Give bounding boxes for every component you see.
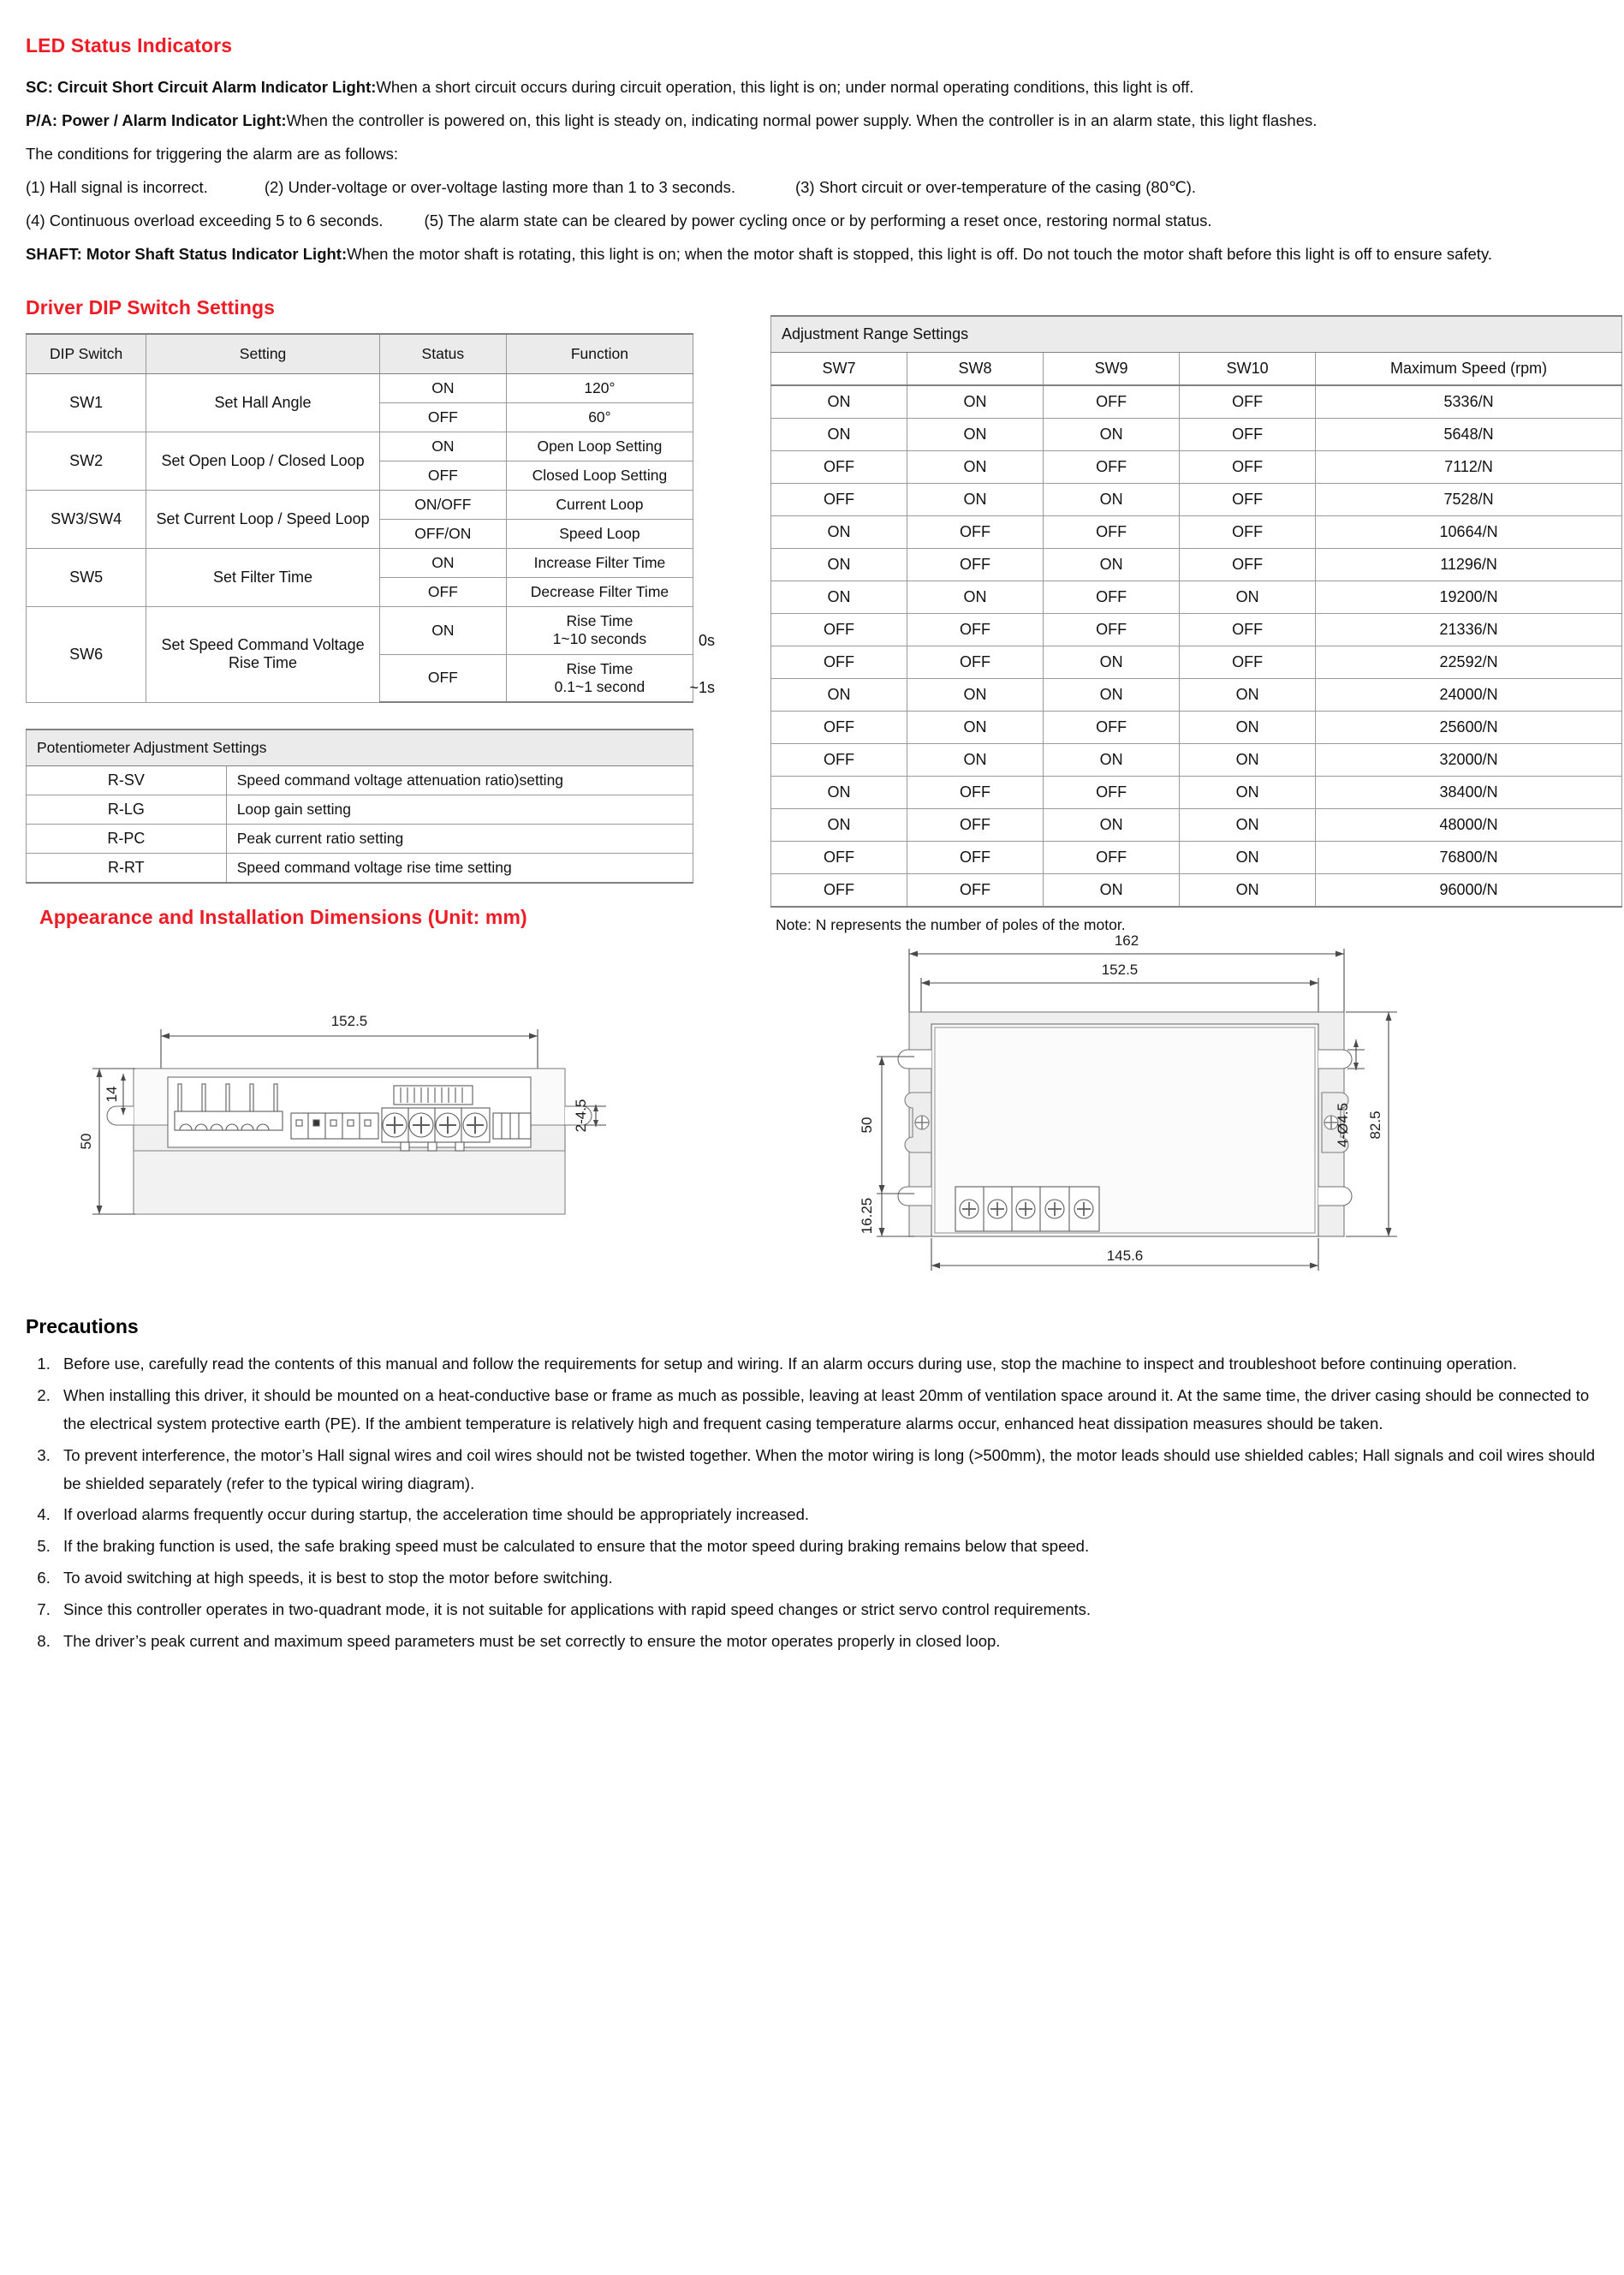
- adj-cell-sw10: ON: [1180, 776, 1316, 808]
- adj-cell-sw10: ON: [1180, 841, 1316, 873]
- adj-cell-sw9: ON: [1044, 678, 1180, 711]
- adj-cell-sw10: OFF: [1180, 646, 1316, 678]
- precaution-item: 7. Since this controller operates in two-quadrant mode, it is not suitable for applications with rapid speed changes or strict servo control requirements.: [55, 1596, 1600, 1624]
- table-row: [771, 450, 1622, 483]
- rise-time-line2: 1~10 seconds: [552, 630, 647, 648]
- precautions-heading: Precautions: [26, 1314, 139, 1337]
- dip-status: ON: [379, 432, 506, 461]
- adj-cell-sw9: OFF: [1044, 841, 1180, 873]
- adj-cell-sw9: ON: [1044, 743, 1180, 776]
- top-view-offset-label: 16.25: [859, 1197, 875, 1235]
- adj-header-sw8: SW8: [907, 352, 1044, 385]
- table-row: [771, 841, 1622, 873]
- table-row: [771, 743, 1622, 776]
- led-shaft-paragraph: [26, 241, 1600, 267]
- adj-cell-sw7: OFF: [771, 841, 907, 873]
- adj-cell-max-speed: 7528/N: [1316, 483, 1622, 515]
- side-view-slot-label: 2-4.5: [573, 1099, 589, 1133]
- table-row: [27, 854, 693, 884]
- alarm-condition-3: (3) Short circuit or over-temperature of the casing (80℃).: [794, 177, 1197, 196]
- adj-cell-sw8: ON: [907, 678, 1044, 711]
- top-view-height-label: 50: [859, 1117, 875, 1134]
- pot-label: R-PC: [27, 825, 227, 854]
- table-row: [27, 766, 693, 795]
- adj-cell-sw7: ON: [771, 548, 907, 581]
- adj-cell-sw9: OFF: [1044, 613, 1180, 646]
- dip-setting-desc: Set Hall Angle: [146, 373, 380, 432]
- adj-cell-sw7: ON: [771, 418, 907, 450]
- led-pa-text: When the controller is powered on, this light is steady on, indicating normal power supply. When the controller is in an alarm state, this light flashes.: [286, 110, 1318, 129]
- adj-cell-max-speed: 11296/N: [1316, 548, 1622, 581]
- dip-function: Decrease Filter Time: [506, 577, 693, 606]
- dip-setting-desc: Set Filter Time: [146, 548, 380, 606]
- precautions-section: [24, 1315, 1600, 1656]
- alarm-condition-1: (1) Hall signal is incorrect.: [26, 177, 208, 196]
- rise-time-overflow: 0s: [698, 631, 715, 649]
- led-shaft-text: When the motor shaft is rotating, this light is on; when the motor shaft is stopped, this light is off. Do not touch the motor shaft before this light is off to ensure safety.: [347, 244, 1492, 263]
- adj-cell-sw7: ON: [771, 581, 907, 613]
- adj-cell-sw7: OFF: [771, 483, 907, 515]
- adjustment-caption: Adjustment Range Settings: [771, 316, 1622, 353]
- dimensions-heading: Appearance and Installation Dimensions (Unit: mm): [39, 905, 527, 928]
- dip-header-switch: DIP Switch: [27, 334, 146, 374]
- adj-cell-sw10: OFF: [1180, 483, 1316, 515]
- table-row: [771, 678, 1622, 711]
- rise-time-line1: Rise Time: [566, 611, 634, 629]
- top-view-drawing: [846, 930, 1411, 1289]
- precaution-item: 1. Before use, carefully read the contents of this manual and follow the requirements for setup and wiring. If an alarm occurs during use, stop the machine to inspect and troubleshoot before continuing operation.: [55, 1350, 1600, 1379]
- adj-cell-sw7: OFF: [771, 613, 907, 646]
- adj-cell-sw10: OFF: [1180, 515, 1316, 548]
- table-caption-row: [27, 730, 693, 766]
- adjustment-table-body: [771, 385, 1622, 907]
- adj-header-sw9: SW9: [1044, 352, 1180, 385]
- dip-status: ON: [379, 373, 506, 402]
- alarm-conditions-row-1: [26, 175, 1600, 200]
- adj-cell-sw10: ON: [1180, 873, 1316, 907]
- adj-cell-sw9: OFF: [1044, 515, 1180, 548]
- adj-cell-sw8: OFF: [907, 841, 1044, 873]
- pot-label: R-LG: [27, 795, 227, 825]
- adj-cell-sw9: OFF: [1044, 581, 1180, 613]
- dip-status: ON: [379, 606, 506, 654]
- adjustment-range-table: [770, 315, 1622, 908]
- adj-cell-sw8: OFF: [907, 808, 1044, 841]
- rise-time-overflow: ~1s: [689, 679, 715, 697]
- dip-function: 60°: [506, 402, 693, 432]
- pot-desc: Speed command voltage attenuation ratio)setting: [226, 766, 693, 795]
- adj-cell-sw9: ON: [1044, 418, 1180, 450]
- adj-header-sw7: SW7: [771, 352, 907, 385]
- adj-cell-max-speed: 96000/N: [1316, 873, 1622, 907]
- dimensions-section: [24, 906, 1600, 1308]
- adj-cell-max-speed: 5336/N: [1316, 385, 1622, 419]
- adj-cell-max-speed: 22592/N: [1316, 646, 1622, 678]
- adj-cell-sw7: ON: [771, 385, 907, 419]
- adj-cell-sw8: ON: [907, 711, 1044, 743]
- adj-cell-sw10: OFF: [1180, 418, 1316, 450]
- adjustment-range-column: [770, 315, 1622, 934]
- adjustment-note: Note: N represents the number of poles of the motor.: [776, 915, 1126, 933]
- table-row: [771, 581, 1622, 613]
- adj-cell-max-speed: 5648/N: [1316, 418, 1622, 450]
- side-view-width-label: 152.5: [330, 1012, 368, 1029]
- adj-header-sw10: SW10: [1180, 352, 1316, 385]
- adj-cell-sw8: ON: [907, 385, 1044, 419]
- led-shaft-label: SHAFT: Motor Shaft Status Indicator Light:: [26, 244, 348, 263]
- adj-cell-sw7: OFF: [771, 711, 907, 743]
- adj-cell-sw7: OFF: [771, 743, 907, 776]
- adj-cell-max-speed: 7112/N: [1316, 450, 1622, 483]
- pot-desc: Loop gain setting: [226, 795, 693, 825]
- dip-function: Closed Loop Setting: [506, 461, 693, 490]
- precaution-item: 6. To avoid switching at high speeds, it is best to stop the motor before switching.: [55, 1564, 1600, 1593]
- alarm-condition-2: (2) Under-voltage or over-voltage lasting more than 1 to 3 seconds.: [264, 177, 735, 196]
- adj-cell-sw10: ON: [1180, 743, 1316, 776]
- led-pa-label: P/A: Power / Alarm Indicator Light:: [26, 110, 287, 129]
- dip-switch-name: SW1: [27, 373, 146, 432]
- potentiometer-block: [26, 729, 693, 884]
- table-header-row: [771, 352, 1622, 385]
- adj-cell-sw8: OFF: [907, 515, 1044, 548]
- precaution-item: 8. The driver’s peak current and maximum speed parameters must be set correctly to ensure the motor operates properly in closed loop.: [55, 1628, 1600, 1656]
- dip-header-status: Status: [379, 334, 506, 374]
- adj-cell-sw7: ON: [771, 776, 907, 808]
- dip-function: Current Loop: [506, 490, 693, 519]
- pot-desc: Speed command voltage rise time setting: [226, 854, 693, 884]
- side-view-drawing: [58, 968, 657, 1276]
- table-header-row: [27, 334, 693, 374]
- dip-switch-name: SW5: [27, 548, 146, 606]
- adj-cell-sw10: OFF: [1180, 613, 1316, 646]
- led-sc-text: When a short circuit occurs during circuit operation, this light is on; under normal operating conditions, this light is off.: [376, 78, 1194, 96]
- adj-cell-sw8: OFF: [907, 548, 1044, 581]
- adj-cell-max-speed: 48000/N: [1316, 808, 1622, 841]
- adj-cell-sw9: OFF: [1044, 776, 1180, 808]
- table-row: [27, 373, 693, 402]
- table-row: [771, 483, 1622, 515]
- potentiometer-table: [26, 729, 693, 884]
- led-status-section: [24, 0, 1600, 267]
- side-view-inner-height-label: 14: [104, 1086, 120, 1103]
- dip-status: OFF: [379, 402, 506, 432]
- adj-cell-sw8: ON: [907, 743, 1044, 776]
- alarm-condition-4: (4) Continuous overload exceeding 5 to 6 seconds.: [26, 211, 384, 229]
- table-row: [27, 548, 693, 577]
- dip-status: ON: [379, 548, 506, 577]
- adj-cell-sw8: ON: [907, 483, 1044, 515]
- adj-cell-max-speed: 21336/N: [1316, 613, 1622, 646]
- adj-cell-sw10: ON: [1180, 711, 1316, 743]
- table-row: [27, 490, 693, 519]
- adj-cell-max-speed: 24000/N: [1316, 678, 1622, 711]
- potentiometer-caption: Potentiometer Adjustment Settings: [27, 730, 693, 766]
- dip-status: ON/OFF: [379, 490, 506, 519]
- adj-cell-sw8: OFF: [907, 646, 1044, 678]
- adj-cell-max-speed: 10664/N: [1316, 515, 1622, 548]
- adj-cell-sw9: OFF: [1044, 385, 1180, 419]
- table-row: [771, 613, 1622, 646]
- table-row: [27, 606, 693, 654]
- adj-cell-max-speed: 19200/N: [1316, 581, 1622, 613]
- dip-header-function: Function: [506, 334, 693, 374]
- dip-status: OFF: [379, 461, 506, 490]
- adj-cell-sw7: OFF: [771, 646, 907, 678]
- adj-cell-sw9: OFF: [1044, 711, 1180, 743]
- dip-switch-table: [26, 333, 715, 703]
- dip-status: OFF/ON: [379, 519, 506, 548]
- adj-cell-sw9: ON: [1044, 548, 1180, 581]
- adj-cell-max-speed: 76800/N: [1316, 841, 1622, 873]
- table-row: [771, 808, 1622, 841]
- led-sc-paragraph: [26, 74, 1600, 100]
- adj-cell-max-speed: 25600/N: [1316, 711, 1622, 743]
- led-pa-paragraph: [26, 108, 1600, 134]
- adj-cell-sw7: ON: [771, 678, 907, 711]
- top-view-total-height-label: 82.5: [1367, 1111, 1383, 1140]
- dip-setting-desc: Set Open Loop / Closed Loop: [146, 432, 380, 490]
- table-row: [27, 432, 693, 461]
- dip-function: 120°: [506, 373, 693, 402]
- table-row: [771, 776, 1622, 808]
- adj-cell-sw8: ON: [907, 581, 1044, 613]
- dip-function: Open Loop Setting: [506, 432, 693, 461]
- adj-cell-sw10: ON: [1180, 808, 1316, 841]
- adj-cell-sw7: OFF: [771, 450, 907, 483]
- pot-label: R-RT: [27, 854, 227, 884]
- dip-setting-desc: Set Speed Command Voltage Rise Time: [146, 606, 380, 702]
- led-status-heading: LED Status Indicators: [26, 34, 233, 57]
- adj-cell-sw9: ON: [1044, 873, 1180, 907]
- table-row: [771, 515, 1622, 548]
- adj-cell-sw10: OFF: [1180, 385, 1316, 419]
- adj-cell-max-speed: 38400/N: [1316, 776, 1622, 808]
- precaution-item: 4. If overload alarms frequently occur during startup, the acceleration time should be appropriately increased.: [55, 1501, 1600, 1529]
- adj-cell-sw9: OFF: [1044, 450, 1180, 483]
- top-view-body-width-label: 145.6: [1106, 1247, 1144, 1264]
- adj-cell-sw10: ON: [1180, 581, 1316, 613]
- rise-time-line1: Rise Time: [566, 659, 634, 677]
- table-row: [771, 548, 1622, 581]
- rise-time-line2: 0.1~1 second: [554, 677, 645, 695]
- table-caption-row: [771, 316, 1622, 353]
- dip-switch-column: [26, 295, 715, 884]
- adj-cell-sw9: ON: [1044, 483, 1180, 515]
- adj-cell-sw7: ON: [771, 808, 907, 841]
- adj-cell-sw9: ON: [1044, 808, 1180, 841]
- adj-cell-sw8: OFF: [907, 873, 1044, 907]
- table-row: [771, 873, 1622, 907]
- pot-label: R-SV: [27, 766, 227, 795]
- precaution-item: 5. If the braking function is used, the safe braking speed must be calculated to ensure that the motor speed during braking remains below that speed.: [55, 1533, 1600, 1561]
- pot-desc: Peak current ratio setting: [226, 825, 693, 854]
- dip-function: [506, 606, 715, 654]
- table-row: [27, 825, 693, 854]
- adj-cell-sw7: ON: [771, 515, 907, 548]
- top-view-outer-width-label: 162: [1114, 932, 1139, 949]
- table-row: [771, 711, 1622, 743]
- adj-cell-sw8: OFF: [907, 613, 1044, 646]
- alarm-conditions-intro: The conditions for triggering the alarm are as follows:: [26, 144, 398, 163]
- table-row: [771, 646, 1622, 678]
- dip-setting-desc: Set Current Loop / Speed Loop: [146, 490, 380, 548]
- adj-header-max-speed: Maximum Speed (rpm): [1316, 352, 1622, 385]
- dip-function: Increase Filter Time: [506, 548, 693, 577]
- adj-cell-sw7: OFF: [771, 873, 907, 907]
- led-sc-label: SC: Circuit Short Circuit Alarm Indicator Light:: [26, 78, 377, 96]
- dip-switch-name: SW6: [27, 606, 146, 702]
- dip-switch-heading: Driver DIP Switch Settings: [26, 295, 276, 319]
- side-view-height-label: 50: [78, 1133, 94, 1150]
- dip-status: OFF: [379, 577, 506, 606]
- top-view-hole-label: 4-Ø4.5: [1335, 1102, 1351, 1147]
- alarm-conditions-row-2: [26, 208, 1600, 234]
- alarm-condition-5: (5) The alarm state can be cleared by power cycling once or by performing a reset once, restoring normal status.: [424, 211, 1212, 229]
- adj-cell-sw8: ON: [907, 450, 1044, 483]
- adj-cell-sw8: OFF: [907, 776, 1044, 808]
- adj-cell-max-speed: 32000/N: [1316, 743, 1622, 776]
- adj-cell-sw8: ON: [907, 418, 1044, 450]
- dip-function: Speed Loop: [506, 519, 693, 548]
- dip-status: OFF: [379, 654, 506, 702]
- dip-switch-name: SW2: [27, 432, 146, 490]
- adj-cell-sw10: OFF: [1180, 548, 1316, 581]
- table-row: [771, 385, 1622, 419]
- adj-cell-sw10: ON: [1180, 678, 1316, 711]
- precaution-item: 2. When installing this driver, it should be mounted on a heat-conductive base or frame as much as possible, leaving at least 20mm of ventilation space around it. At the same time, the driver casing should be connected to the electrical system protective earth (PE). If the ambient temperature is relatively high and frequent casing temperature alarms occur, enhanced heat dissipation measures should be taken.: [55, 1382, 1600, 1438]
- top-view-mount-width-label: 152.5: [1101, 961, 1139, 978]
- dip-switch-name: SW3/SW4: [27, 490, 146, 548]
- dip-header-setting: Setting: [146, 334, 380, 374]
- precaution-item: 3. To prevent interference, the motor’s Hall signal wires and coil wires should not be twisted together. When the motor wiring is long (>500mm), the motor leads should use shielded cables; Hall signals and coil wires should be shielded separately (refer to the typical wiring diagram).: [55, 1442, 1600, 1498]
- table-row: [27, 795, 693, 825]
- precautions-list: [26, 1350, 1600, 1656]
- dip-function: [506, 654, 715, 702]
- adj-cell-sw10: OFF: [1180, 450, 1316, 483]
- table-row: [771, 418, 1622, 450]
- adj-cell-sw9: ON: [1044, 646, 1180, 678]
